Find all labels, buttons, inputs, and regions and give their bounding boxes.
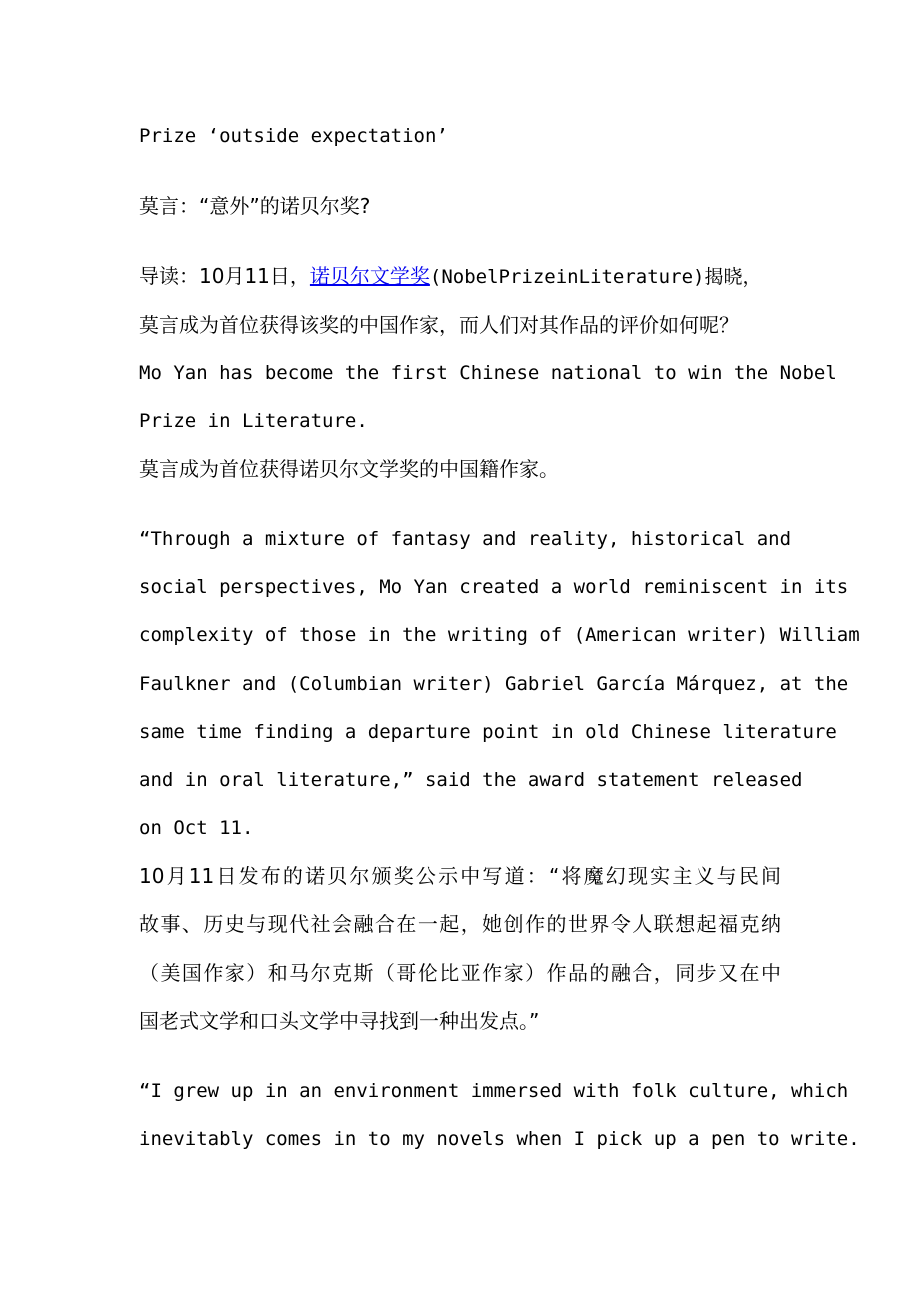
lead-prefix: 导读：10月11日， bbox=[139, 264, 310, 288]
para2-zh-line-4: 国老式文学和口头文学中寻找到一种出发点。” bbox=[139, 1009, 540, 1033]
para2-en-line-7: on Oct 11. bbox=[139, 817, 254, 839]
para1-en-line-2: Prize in Literature. bbox=[139, 410, 368, 432]
para2-en-line-6: and in oral literature,” said the award statement released bbox=[139, 769, 803, 791]
para3-en-line-1: “I grew up in an environment immersed with folk culture, which bbox=[139, 1080, 849, 1102]
lead-line-1 bbox=[139, 261, 761, 291]
lead-line-2: 莫言成为首位获得该奖的中国作家，而人们对其作品的评价如何呢？ bbox=[139, 313, 739, 337]
para2-zh-line-3: （美国作家）和马尔克斯（哥伦比亚作家）作品的融合，同步又在中 bbox=[139, 961, 781, 985]
nobel-literature-link[interactable]: 诺贝尔文学奖 bbox=[309, 264, 430, 288]
title-chinese: 莫言：“意外”的诺贝尔奖? bbox=[139, 194, 371, 218]
para2-en-line-3: complexity of those in the writing of (American writer) William bbox=[139, 624, 860, 646]
para2-zh-line-2: 故事、历史与现代社会融合在一起，她创作的世界令人联想起福克纳 bbox=[139, 912, 781, 936]
para3-en-line-2: inevitably comes in to my novels when I pick up a pen to write. bbox=[139, 1128, 860, 1150]
para2-en-line-2: social perspectives, Mo Yan created a world reminiscent in its bbox=[139, 576, 849, 598]
title-english: Prize ‘outside expectation’ bbox=[139, 125, 448, 147]
lead-suffix: (NobelPrizeinLiterature)揭晓， bbox=[429, 266, 762, 288]
para2-en-line-5: same time finding a departure point in old Chinese literature bbox=[139, 721, 837, 743]
para2-en-line-4: Faulkner and (Columbian writer) Gabriel García Márquez, at the bbox=[139, 673, 849, 695]
para2-en-line-1: “Through a mixture of fantasy and reality, historical and bbox=[139, 528, 792, 550]
para1-en-line-1: Mo Yan has become the first Chinese national to win the Nobel bbox=[139, 362, 837, 384]
para1-zh: 莫言成为首位获得诺贝尔文学奖的中国籍作家。 bbox=[139, 457, 559, 481]
para2-zh-line-1: 10月11日发布的诺贝尔颁奖公示中写道：“将魔幻现实主义与民间 bbox=[139, 864, 781, 888]
